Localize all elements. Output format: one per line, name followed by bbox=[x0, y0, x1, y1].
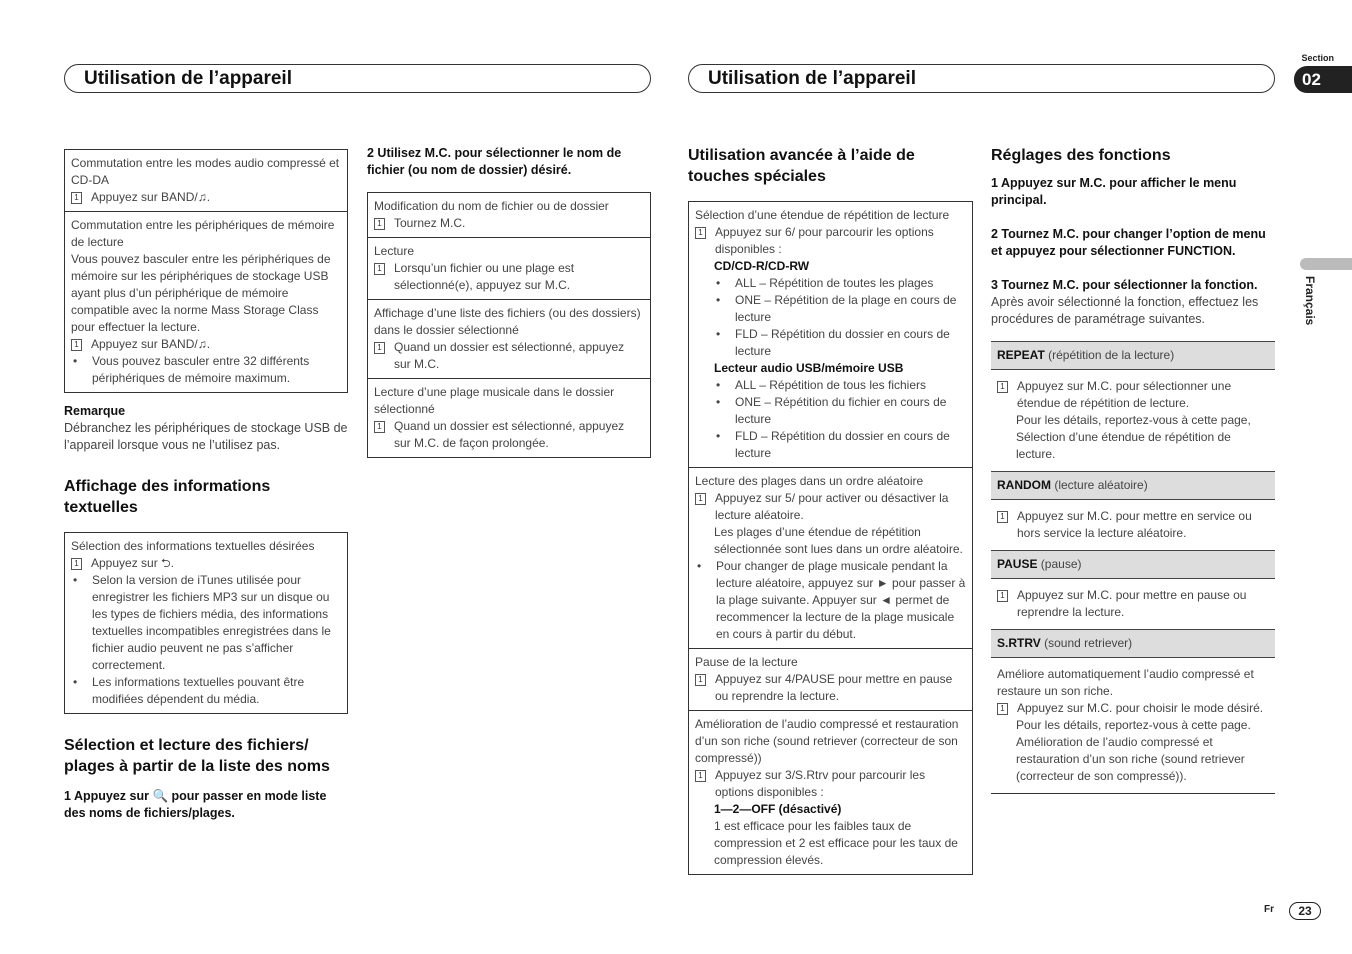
info-box-3: Modification du nom de fichier ou de dossier 1 Tournez M.C. Lecture 1 Lorsqu’un fichier ou une plage est sélectionné(e), appuyez sur M.C. Affichage d’une liste des fichiers (ou des dossiers) dans le dossier sélectionné 1 Quand un dossier est sélectionné, appuyez sur M.C. Lecture d’une plage musicale dans le dossier sélectionné 1 Quand un dossier est sélectionné, appuyez sur M.C. de façon prolongée. bbox=[367, 192, 651, 458]
footer-lang: Fr bbox=[1264, 904, 1274, 915]
band-icon: ♫. bbox=[197, 190, 211, 204]
heading-advanced: Utilisation avancée à l’aide de touches spéciales bbox=[688, 147, 915, 185]
right-header: Utilisation de l’appareil bbox=[688, 64, 1275, 93]
function-table: REPEAT (répétition de la lecture) 1 Appuyez sur M.C. pour sélectionner une étendue de répétition de lecture. Pour les détails, reportez-vous à cette page, Sélection d’une étendue de répétition de lecture. RANDOM (lecture aléatoire) 1 Appuyez sur M.C. pour mettre en service ou hors service la lecture aléatoire. PAUSE (pause) 1 Appuyez sur M.C. pour mettre en pause ou reprendre la lecture. S.RTRV (sound retriever) Améliore automatiquement l’audio compressé et restaure un son riche. 1 Appuyez sur M.C. pour choisir le mode désiré. Pour les détails, reportez-vous à cette page. Amélioration de l’audio compressé et restauration d’un son riche (sound retriever (correcteur de son compressé)). bbox=[991, 341, 1275, 794]
step-2: 2 Utilisez M.C. pour sélectionner le nom de fichier (ou nom de dossier) désiré. bbox=[367, 146, 622, 177]
column-2 bbox=[367, 145, 651, 458]
func-step-1: 1 Appuyez sur M.C. pour afficher le menu principal. bbox=[991, 176, 1237, 207]
column-4: Réglages des fonctions 1 Appuyez sur M.C. pour afficher le menu principal. 2 Tournez M.C. pour changer l’option de menu et appuyez pour sélectionner FUNCTION. 3 Tournez M.C. pour sélectionner la fonction. Après avoir sélectionné la fonction, effectuez les procédures de paramétrage suivantes. REPEAT (répétition de la lecture) 1 Appuyez sur M.C. pour sélectionner une étendue de répétition de lecture. Pour les détails, reportez-vous à cette page, Sélection d’une étendue de répétition de lecture. RANDOM (lecture aléatoire) 1 Appuyez sur M.C. pour mettre en service ou hors service la lecture aléatoire. PAUSE (pause) 1 Appuyez sur M.C. pour mettre en pause ou reprendre la lecture. S.RTRV (sound retriever) Améliore automatiquement l’audio compressé et restaure un son riche. 1 Appuyez sur M.C. pour choisir le mode désiré. Pour les détails, reportez-vous à cette page. Amélioration de l’audio compressé et restauration d’un son riche (sound retriever (correcteur de son compressé)). bbox=[991, 145, 1275, 794]
page-number: 23 bbox=[1289, 902, 1321, 920]
section-number: 02 bbox=[1294, 66, 1352, 93]
step-number: 1 bbox=[71, 558, 82, 570]
language-tab bbox=[1300, 258, 1352, 270]
step-number: 1 bbox=[71, 339, 82, 351]
remark-title: Remarque bbox=[64, 404, 126, 418]
info-box-4: Sélection d’une étendue de répétition de lecture 1 Appuyez sur 6/ pour parcourir les options disponibles : CD/CD-R/CD-RW • ALL – Répétition de toutes les plages • ONE – Répétition de la plage en cours de lecture • FLD – Répétition du dossier en cours de lecture Lecteur audio USB/mémoire USB • ALL – Répétition de tous les fichiers • ONE – Répétition du fichier en cours de lecture • FLD – Répétition du dossier en cours de lecture Lecture des plages dans un ordre aléatoire 1 Appuyez sur 5/ pour activer ou désactiver la lecture aléatoire. Les plages d’une étendue de répétition sélectionnée sont lues dans un ordre aléatoire. • Pour changer de plage musicale pendant la lecture aléatoire, appuyez sur ► pour passer à la plage suivante. Appuyer sur ◄ permet de recommencer la lecture de la plage musicale en cours à partir du début. Pause de la lecture 1 Appuyez sur 4/PAUSE pour mettre en pause ou reprendre la lecture. Amélioration de l’audio compressé et restauration d’un son riche (sound retriever (correcteur de son compressé)) 1 Appuyez sur 3/S.Rtrv pour parcourir les options disponibles : 1—2—OFF (désactivé) 1 est efficace pour les faibles taux de compression et 2 est efficace pour les taux de compression élevés. bbox=[688, 201, 973, 875]
func-step-3: 3 Tournez M.C. pour sélectionner la fonction. bbox=[991, 278, 1258, 292]
band-icon: ♫. bbox=[197, 337, 211, 351]
info-box-2: Sélection des informations textuelles désirées 1 Appuyez sur ⮌. • Selon la version de iTunes utilisée pour enregistrer les fichiers MP3 sur un disque ou les types de fichiers média, des informations textuelles incompatibles enregistrées dans le fichier audio peuvent ne pas s’afficher correctement. • Les informations textuelles pouvant être modifiées dépendent du média. bbox=[64, 532, 348, 714]
heading-functions: Réglages des fonctions bbox=[991, 147, 1171, 164]
func-step-2: 2 Tournez M.C. pour changer l’option de menu et appuyez pour sélectionner FUNCTION. bbox=[991, 227, 1266, 258]
left-header: Utilisation de l’appareil bbox=[64, 64, 651, 93]
heading-selection: Sélection et lecture des fichiers/ plages à partir de la liste des noms bbox=[64, 737, 330, 775]
remark-text: Débranchez les périphériques de stockage USB de l’appareil lorsque vous ne l’utilisez pas. bbox=[64, 421, 348, 452]
column-1 bbox=[64, 149, 348, 822]
column-3 bbox=[688, 145, 973, 875]
step-number: 1 bbox=[71, 192, 82, 204]
heading-text-info: Affichage des informations textuelles bbox=[64, 478, 271, 516]
language-label: Français bbox=[1303, 276, 1317, 326]
return-icon: ⮌. bbox=[161, 556, 174, 570]
section-label: Section bbox=[1301, 53, 1334, 63]
info-box-1: Commutation entre les modes audio compressé et CD-DA 1 Appuyez sur BAND/ ♫. Commutation entre les périphériques de mémoire de lecture Vous pouvez basculer entre les périphériques de mémoire sur les périphériques de stockage USB ayant plus d’un périphérique de mémoire compatible avec la norme Mass Storage Class pour effectuer la lecture. 1 Appuyez sur BAND/ ♫. • Vous pouvez basculer entre 32 différents périphériques de mémoire maximum. bbox=[64, 149, 348, 393]
step-1: 1 Appuyez sur 🔍 pour passer en mode liste des noms de fichiers/plages. bbox=[64, 789, 327, 820]
